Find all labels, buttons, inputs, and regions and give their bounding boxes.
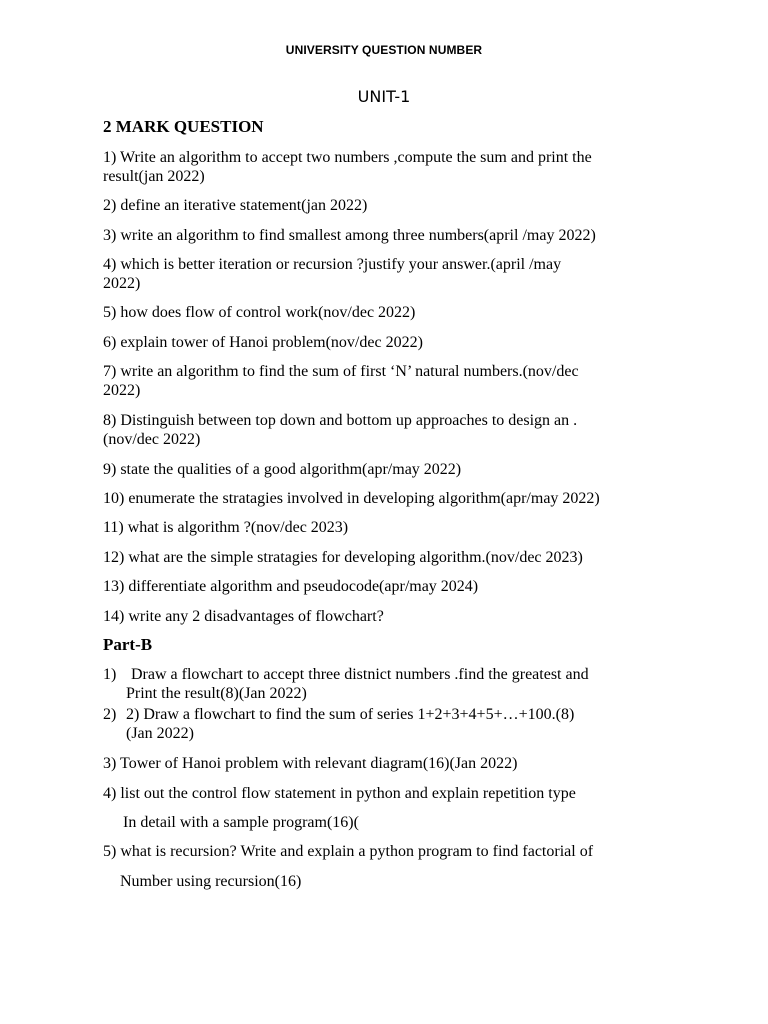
part-b-5-line-2: Number using recursion(16) <box>120 873 302 890</box>
part-b-1-line-2: Print the result(8)(Jan 2022) <box>126 685 307 702</box>
question-2: 2) define an iterative statement(jan 2022) <box>103 197 368 214</box>
part-b-4-line-1: 4) list out the control flow statement in python and explain repetition type <box>103 785 576 802</box>
question-3: 3) write an algorithm to find smallest among three numbers(april /may 2022) <box>103 227 596 244</box>
document-header: UNIVERSITY QUESTION NUMBER <box>285 43 483 57</box>
part-b-2-line-2: (Jan 2022) <box>126 725 194 742</box>
section-a-title: 2 MARK QUESTION <box>103 117 264 136</box>
part-b-1-number: 1) <box>103 666 117 683</box>
question-5: 5) how does flow of control work(nov/dec 2022) <box>103 304 416 321</box>
question-4-line-2: 2022) <box>103 275 141 292</box>
question-1-line-1: 1) Write an algorithm to accept two numbers ,compute the sum and print the <box>103 149 592 166</box>
question-12: 12) what are the simple stratagies for developing algorithm.(nov/dec 2023) <box>103 549 583 566</box>
question-1-line-2: result(jan 2022) <box>103 168 205 185</box>
unit-title: UNIT-1 <box>357 87 411 106</box>
question-8-line-1: 8) Distinguish between top down and bottom up approaches to design an . <box>103 412 578 429</box>
question-9: 9) state the qualities of a good algorithm(apr/may 2022) <box>103 461 462 478</box>
section-b-title: Part-B <box>103 635 153 654</box>
question-6: 6) explain tower of Hanoi problem(nov/dec 2022) <box>103 334 423 351</box>
question-8-line-2: (nov/dec 2022) <box>103 431 201 448</box>
question-10: 10) enumerate the stratagies involved in developing algorithm(apr/may 2022) <box>103 490 600 507</box>
question-13: 13) differentiate algorithm and pseudocode(apr/may 2024) <box>103 578 479 595</box>
question-11: 11) what is algorithm ?(nov/dec 2023) <box>103 519 349 536</box>
part-b-4-line-2: In detail with a sample program(16)( <box>123 814 359 831</box>
part-b-3: 3) Tower of Hanoi problem with relevant diagram(16)(Jan 2022) <box>103 755 518 772</box>
part-b-2-number: 2) <box>103 706 117 723</box>
part-b-5-line-1: 5) what is recursion? Write and explain a python program to find factorial of <box>103 843 594 860</box>
part-b-2-line-1: 2) Draw a flowchart to find the sum of series 1+2+3+4+5+…+100.(8) <box>126 706 575 723</box>
question-4-line-1: 4) which is better iteration or recursion ?justify your answer.(april /may <box>103 256 562 273</box>
question-14: 14) write any 2 disadvantages of flowchart? <box>103 608 384 625</box>
question-7-line-1: 7) write an algorithm to find the sum of first ‘N’ natural numbers.(nov/dec <box>103 363 579 380</box>
part-b-1-line-1: Draw a flowchart to accept three distnict numbers .find the greatest and <box>131 666 589 683</box>
question-7-line-2: 2022) <box>103 382 141 399</box>
